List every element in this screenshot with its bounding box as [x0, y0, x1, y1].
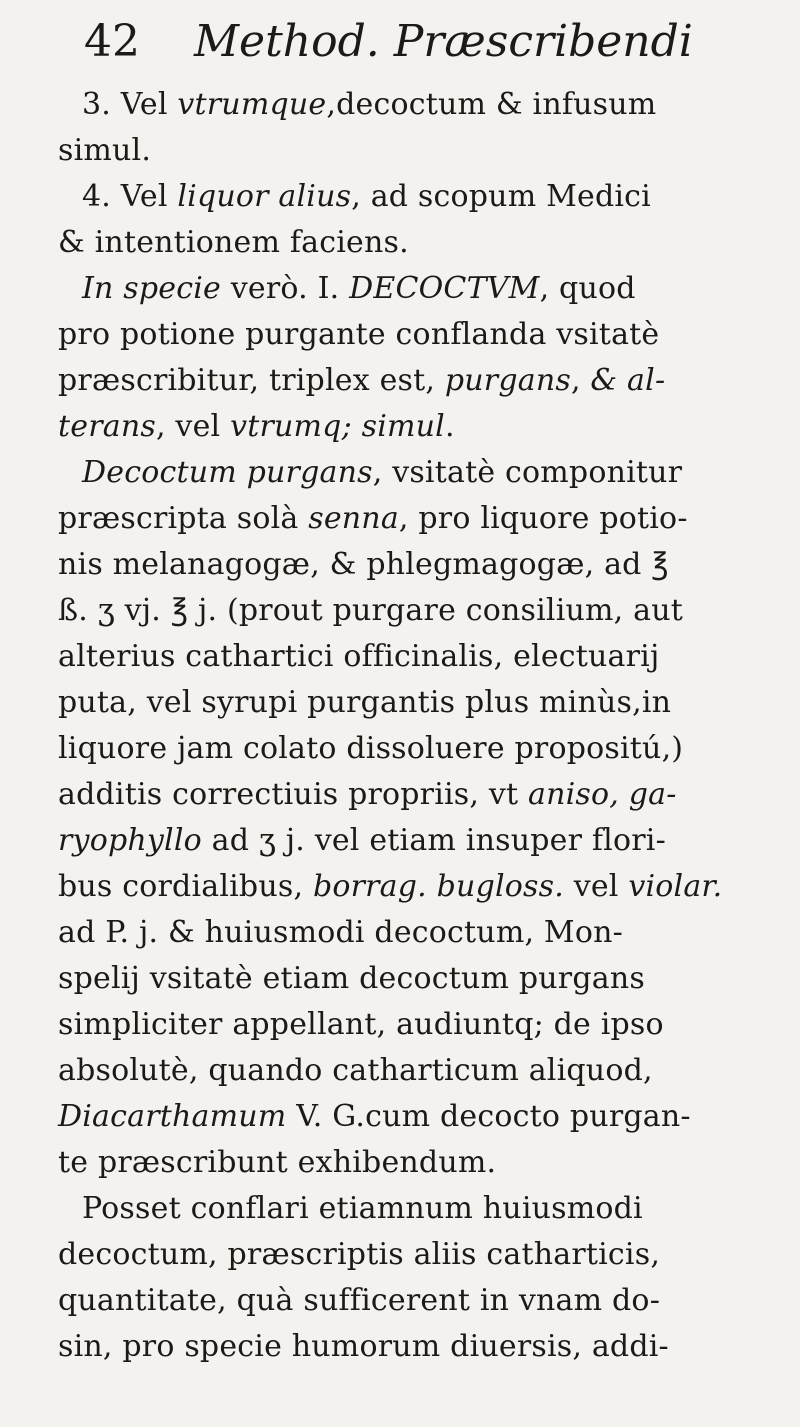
text-line [58, 174, 800, 220]
italic-text: liquor alius [177, 179, 352, 214]
italic-text: vtrumq; simul [230, 409, 445, 444]
roman-text: additis correctiuis propriis, vt [58, 777, 529, 812]
text-line [58, 1186, 800, 1232]
roman-text: præscripta solà [58, 501, 309, 536]
text-line [58, 864, 800, 910]
italic-text: Decoctum purgans [82, 455, 373, 490]
roman-text: vel [563, 869, 629, 904]
roman-text: V. G.cum decocto purgan- [286, 1099, 691, 1134]
italic-text: vtrumque [177, 87, 327, 122]
roman-text: , vsitatè componitur [372, 455, 683, 490]
text-line [58, 450, 800, 496]
running-title: Method. Præscribendi [194, 16, 693, 67]
italic-text: Diacarthamum [58, 1099, 287, 1134]
page-header [84, 16, 693, 67]
roman-text: ß. ʒ vj. ℥ j. (prout purgare consilium, aut [58, 593, 684, 628]
italic-text: & al- [590, 363, 666, 398]
text-line [58, 910, 800, 956]
text-line [58, 266, 800, 312]
text-line [58, 542, 800, 588]
roman-text: pro potione purgante conflanda vsitatè [58, 317, 660, 352]
page-number: 42 [84, 16, 140, 67]
italic-text: borrag. bugloss. [312, 869, 564, 904]
text-line [58, 588, 800, 634]
roman-text: decoctum, præscriptis aliis catharticis, [58, 1237, 661, 1272]
roman-text: præscribitur, triplex est, [58, 363, 445, 398]
text-line [58, 358, 800, 404]
roman-text: 3. Vel [82, 87, 178, 122]
text-line [58, 1002, 800, 1048]
body-text [58, 82, 800, 1370]
text-line [58, 496, 800, 542]
roman-text: simul. [58, 133, 152, 168]
roman-text: , quod [539, 271, 636, 306]
italic-text: violar. [628, 869, 723, 904]
roman-text: , ad scopum Medici [351, 179, 651, 214]
italic-text: aniso, ga- [528, 777, 677, 812]
italic-text: DECOCTVM [349, 271, 540, 306]
text-line [58, 634, 800, 680]
text-line [58, 312, 800, 358]
text-line [58, 128, 800, 174]
roman-text: , vel [155, 409, 231, 444]
roman-text: ad P. j. & huiusmodi decoctum, Mon- [58, 915, 623, 950]
roman-text: simpliciter appellant, audiuntq; de ipso [58, 1007, 664, 1042]
roman-text: & intentionem faciens. [58, 225, 409, 260]
roman-text: liquore jam colato dissoluere propositú,) [58, 731, 684, 766]
text-line [58, 726, 800, 772]
text-line [58, 1140, 800, 1186]
roman-text: . [444, 409, 455, 444]
text-line [58, 404, 800, 450]
italic-text: In specie [82, 271, 222, 306]
text-line [58, 82, 800, 128]
italic-text: ryophyllo [58, 823, 202, 858]
text-line [58, 1278, 800, 1324]
italic-text: purgans [444, 363, 571, 398]
roman-text: bus cordialibus, [58, 869, 313, 904]
roman-text: Posset conflari etiamnum huiusmodi [82, 1191, 643, 1226]
roman-text: te præscribunt exhibendum. [58, 1145, 497, 1180]
roman-text: spelij vsitatè etiam decoctum purgans [58, 961, 645, 996]
text-line [58, 818, 800, 864]
roman-text: nis melanagogæ, & phlegmagogæ, ad ℥ [58, 547, 669, 582]
text-line [58, 956, 800, 1002]
text-line [58, 1048, 800, 1094]
roman-text: , [570, 363, 591, 398]
text-line [58, 1232, 800, 1278]
roman-text: ad ʒ j. vel etiam insuper flori- [201, 823, 666, 858]
roman-text: verò. I. [221, 271, 350, 306]
roman-text: puta, vel syrupi purgantis plus minùs,in [58, 685, 672, 720]
roman-text: sin, pro specie humorum diuersis, addi- [58, 1329, 669, 1364]
text-line [58, 772, 800, 818]
roman-text: quantitate, quà sufficerent in vnam do- [58, 1283, 661, 1318]
italic-text: senna [308, 501, 399, 536]
text-line [58, 1324, 800, 1370]
roman-text: alterius cathartici officinalis, electuarij [58, 639, 660, 674]
roman-text: 4. Vel [82, 179, 178, 214]
roman-text: , pro liquore potio- [398, 501, 688, 536]
text-line [58, 1094, 800, 1140]
roman-text: absolutè, quando catharticum aliquod, [58, 1053, 653, 1088]
text-line [58, 680, 800, 726]
italic-text: terans [58, 409, 156, 444]
roman-text: ,decoctum & infusum [326, 87, 657, 122]
text-line [58, 220, 800, 266]
